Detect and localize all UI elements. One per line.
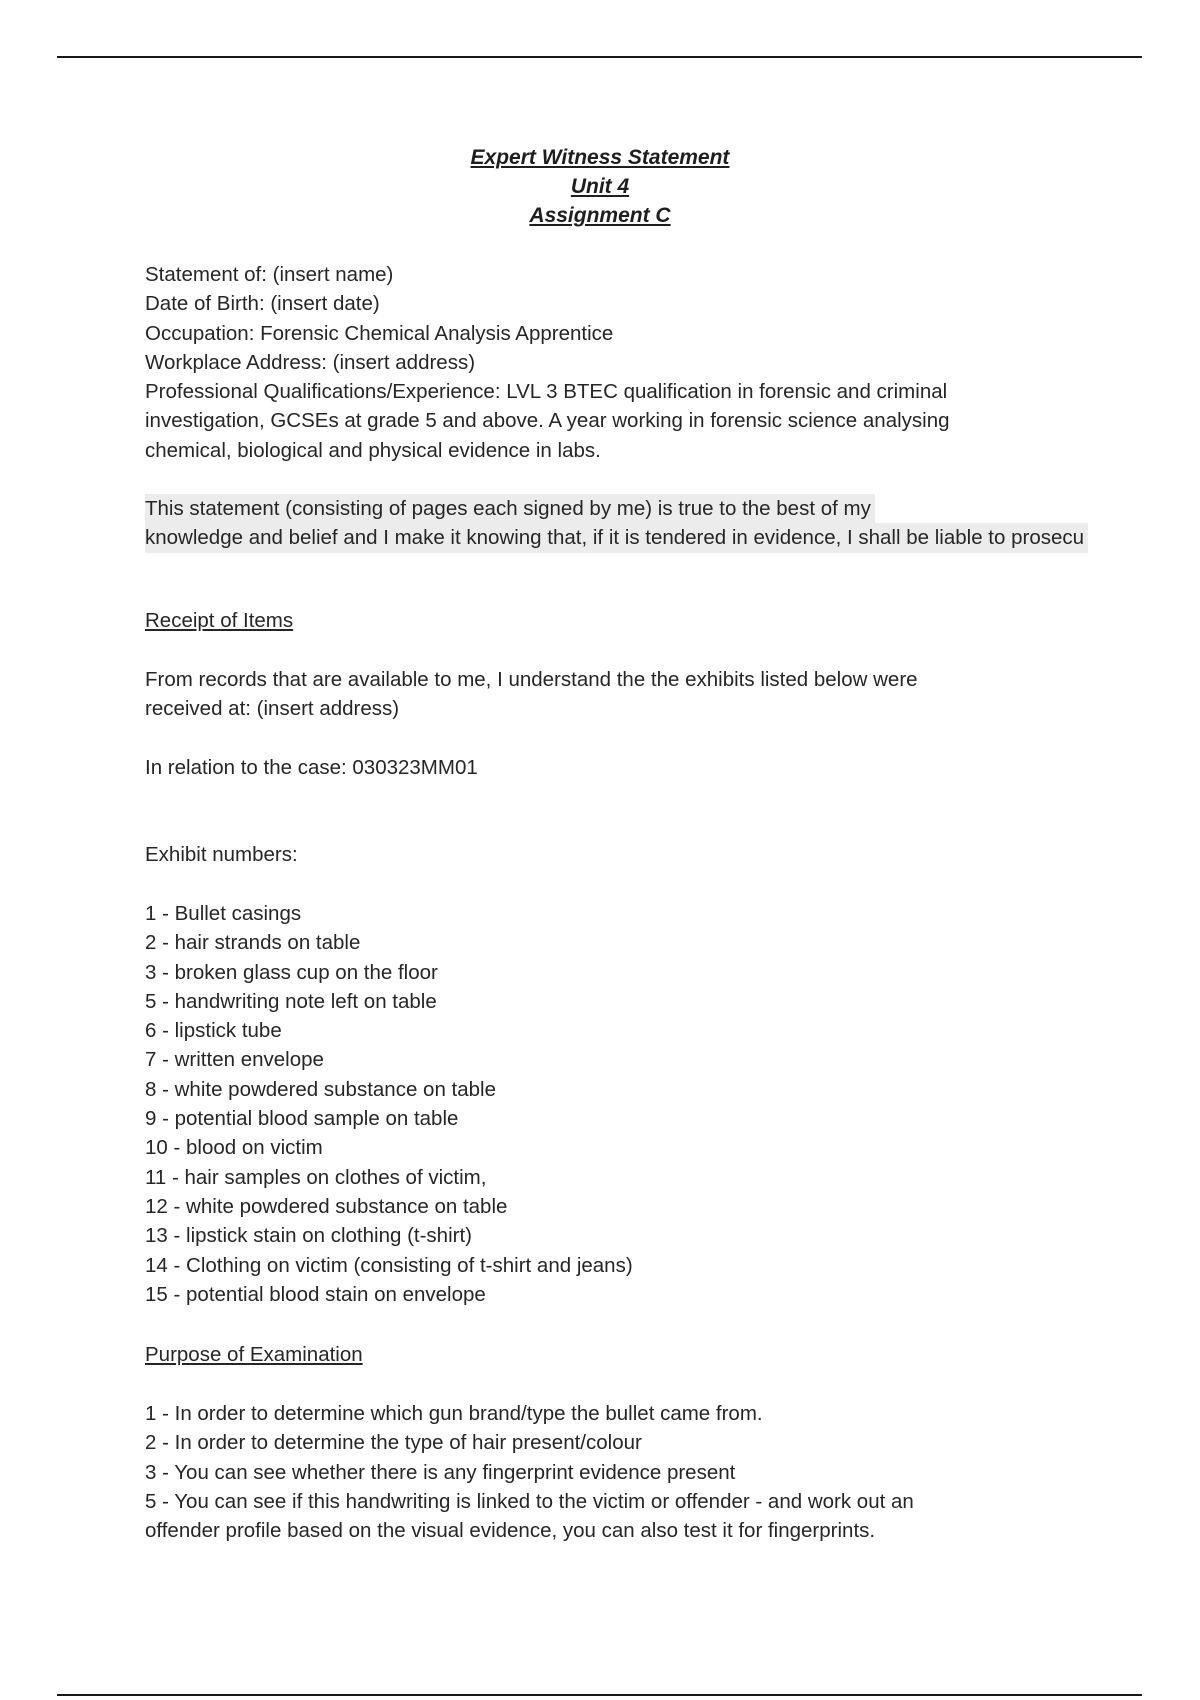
purpose-item: 3 - You can see whether there is any fingerprint evidence present (145, 1460, 736, 1484)
detail-line: Date of Birth: (insert date) (145, 292, 380, 316)
exhibit-item: 12 - white powdered substance on table (145, 1194, 508, 1218)
exhibit-item: 9 - potential blood sample on table (145, 1107, 459, 1131)
declaration (145, 494, 1200, 553)
receipt-text (145, 665, 918, 724)
purpose-section (145, 1340, 363, 1369)
exhibit-list (145, 899, 633, 1309)
exhibit-item: 2 - hair strands on table (145, 931, 361, 955)
declaration-line: This statement (consisting of pages each signed by me) is true to the best of my (145, 494, 875, 523)
exhibit-heading: Exhibit numbers: (145, 843, 298, 866)
receipt-line: received at: (insert address) (145, 697, 400, 721)
exhibit-item: 8 - white powdered substance on table (145, 1077, 497, 1101)
exhibit-item: 6 - lipstick tube (145, 1019, 282, 1043)
exhibit-heading-block (145, 840, 298, 869)
case-line: In relation to the case: 030323MM01 (145, 756, 478, 779)
bottom-rule (57, 1694, 1142, 1696)
document-title (0, 143, 1200, 230)
purpose-list (145, 1399, 914, 1545)
purpose-item: 2 - In order to determine the type of hair present/colour (145, 1431, 642, 1455)
detail-line: Professional Qualifications/Experience: LVL 3 BTEC qualification in forensic and criminal (145, 380, 948, 404)
title-line-1: Expert Witness Statement (470, 146, 730, 169)
exhibit-item: 10 - blood on victim (145, 1136, 323, 1160)
receipt-line: From records that are available to me, I understand the the exhibits listed below were (145, 668, 918, 691)
declaration-line: knowledge and belief and I make it knowing that, if it is tendered in evidence, I shall be liable to prosecu (145, 523, 1088, 552)
case-reference (145, 753, 478, 782)
title-line-3: Assignment C (529, 204, 671, 227)
detail-line: investigation, GCSEs at grade 5 and above. A year working in forensic science analysing (145, 409, 950, 433)
exhibit-item: 1 - Bullet casings (145, 902, 302, 925)
exhibit-item: 14 - Clothing on victim (consisting of t-shirt and jeans) (145, 1253, 633, 1277)
exhibit-item: 7 - written envelope (145, 1048, 324, 1072)
detail-line: Workplace Address: (insert address) (145, 350, 476, 374)
exhibit-item: 13 - lipstick stain on clothing (t-shirt) (145, 1224, 472, 1248)
title-line-2: Unit 4 (570, 175, 630, 198)
top-rule (57, 56, 1142, 58)
purpose-item: offender profile based on the visual evidence, you can also test it for fingerprints. (145, 1519, 876, 1543)
purpose-item: 1 - In order to determine which gun brand/type the bullet came from. (145, 1402, 763, 1425)
exhibit-item: 11 - hair samples on clothes of victim, (145, 1165, 487, 1189)
witness-details (145, 260, 950, 465)
exhibit-item: 5 - handwriting note left on table (145, 989, 437, 1013)
purpose-heading: Purpose of Examination (145, 1343, 363, 1366)
exhibit-item: 3 - broken glass cup on the floor (145, 960, 438, 984)
receipt-heading: Receipt of Items (145, 609, 294, 632)
detail-line: chemical, biological and physical evidence in labs. (145, 438, 601, 462)
detail-line: Occupation: Forensic Chemical Analysis Apprentice (145, 321, 614, 345)
exhibit-item: 15 - potential blood stain on envelope (145, 1282, 486, 1306)
purpose-item: 5 - You can see if this handwriting is linked to the victim or offender - and work out an (145, 1489, 914, 1513)
receipt-section (145, 606, 293, 635)
detail-line: Statement of: (insert name) (145, 263, 394, 286)
